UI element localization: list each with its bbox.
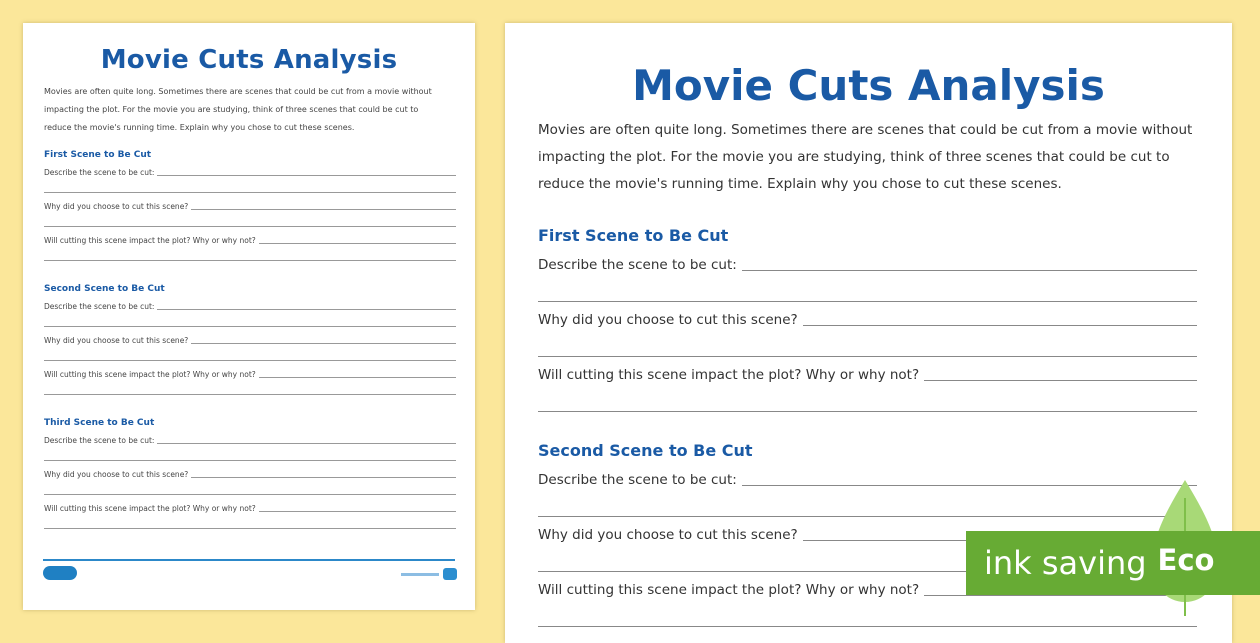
thumbnail-impact-row [44,495,456,514]
worksheet-intro-line: impacting the plot. For the movie you are studying, think of three scenes that could be cut to [538,149,1170,165]
thumbnail-intro-line: impacting the plot. For the movie you are studying, think of three scenes that could be cut to [44,105,419,114]
answer-line[interactable] [538,599,1197,627]
answer-line[interactable] [742,270,1197,271]
ink-saving-text: ink saving [984,544,1147,582]
footer-url-mark [401,573,439,576]
thumbnail-why-row [44,193,456,212]
describe-row [538,465,1197,489]
thumbnail-why-prompt: Why did you choose to cut this scene? [44,470,189,479]
answer-line[interactable] [538,329,1197,357]
thumbnail-describe-row [44,164,456,178]
answer-line[interactable] [742,485,1197,486]
answer-line[interactable] [191,209,456,210]
thumbnail-intro [44,83,454,137]
answer-line[interactable] [803,325,1197,326]
impact-row [538,357,1197,384]
twinkl-badge-icon [443,568,457,580]
twinkl-logo-icon [43,566,77,580]
answer-line[interactable] [538,489,1197,517]
worksheet-thumbnail [23,23,475,610]
answer-line[interactable] [44,246,456,261]
footer-brand [401,568,457,580]
worksheet-intro-line: reduce the movie's running time. Explain why you chose to cut these scenes. [538,176,1062,192]
answer-line[interactable] [44,446,456,461]
answer-line[interactable] [44,380,456,395]
thumbnail-impact-row [44,227,456,246]
thumbnail-describe-row [44,298,456,312]
thumbnail-section-heading: Second Scene to Be Cut [44,284,165,294]
thumbnail-section-heading: Third Scene to Be Cut [44,418,155,428]
answer-line[interactable] [538,384,1197,412]
answer-line[interactable] [157,175,456,176]
why-prompt: Why did you choose to cut this scene? [538,527,798,543]
describe-prompt: Describe the scene to be cut: [538,472,737,488]
answer-line[interactable] [44,514,456,529]
thumbnail-impact-prompt: Will cutting this scene impact the plot? Why or why not? [44,504,256,513]
footer-divider [43,559,455,561]
answer-line[interactable] [191,477,456,478]
answer-line[interactable] [44,312,456,327]
thumbnail-section-second [44,284,456,395]
impact-prompt: Will cutting this scene impact the plot? Why or why not? [538,582,920,598]
thumbnail-intro-line: reduce the movie's running time. Explain why you chose to cut these scenes. [44,123,355,132]
why-row [538,302,1197,329]
answer-line[interactable] [191,343,456,344]
answer-line[interactable] [44,212,456,227]
thumbnail-describe-prompt: Describe the scene to be cut: [44,436,155,445]
impact-prompt: Will cutting this scene impact the plot? Why or why not? [538,367,920,383]
thumbnail-why-row [44,461,456,480]
answer-line[interactable] [924,380,1197,381]
answer-line[interactable] [44,346,456,361]
worksheet-intro-line: Movies are often quite long. Sometimes there are scenes that could be cut from a movie without [538,122,1193,138]
answer-line[interactable] [44,178,456,193]
section-first [538,226,1197,412]
answer-line[interactable] [538,274,1197,302]
thumbnail-impact-prompt: Will cutting this scene impact the plot? Why or why not? [44,370,256,379]
thumbnail-impact-prompt: Will cutting this scene impact the plot? Why or why not? [44,236,256,245]
describe-row [538,250,1197,274]
worksheet-intro [538,117,1198,198]
eco-label: Eco [1157,543,1215,577]
why-prompt: Why did you choose to cut this scene? [538,312,798,328]
thumbnail-why-row [44,327,456,346]
thumbnail-section-heading: First Scene to Be Cut [44,150,152,160]
thumbnail-describe-prompt: Describe the scene to be cut: [44,302,155,311]
thumbnail-section-third [44,418,456,529]
thumbnail-describe-prompt: Describe the scene to be cut: [44,168,155,177]
thumbnail-why-prompt: Why did you choose to cut this scene? [44,202,189,211]
answer-line[interactable] [44,480,456,495]
answer-line[interactable] [259,243,456,244]
section-heading: First Scene to Be Cut [538,226,729,245]
answer-line[interactable] [259,511,456,512]
thumbnail-why-prompt: Why did you choose to cut this scene? [44,336,189,345]
thumbnail-impact-row [44,361,456,380]
thumbnail-section-first [44,150,456,261]
describe-prompt: Describe the scene to be cut: [538,257,737,273]
answer-line[interactable] [157,443,456,444]
thumbnail-title: Movie Cuts Analysis [100,45,398,75]
answer-line[interactable] [259,377,456,378]
thumbnail-describe-row [44,432,456,446]
thumbnail-intro-line: Movies are often quite long. Sometimes there are scenes that could be cut from a movie without [44,87,432,96]
section-heading: Second Scene to Be Cut [538,441,753,460]
answer-line[interactable] [157,309,456,310]
worksheet-title: Movie Cuts Analysis [632,61,1105,110]
